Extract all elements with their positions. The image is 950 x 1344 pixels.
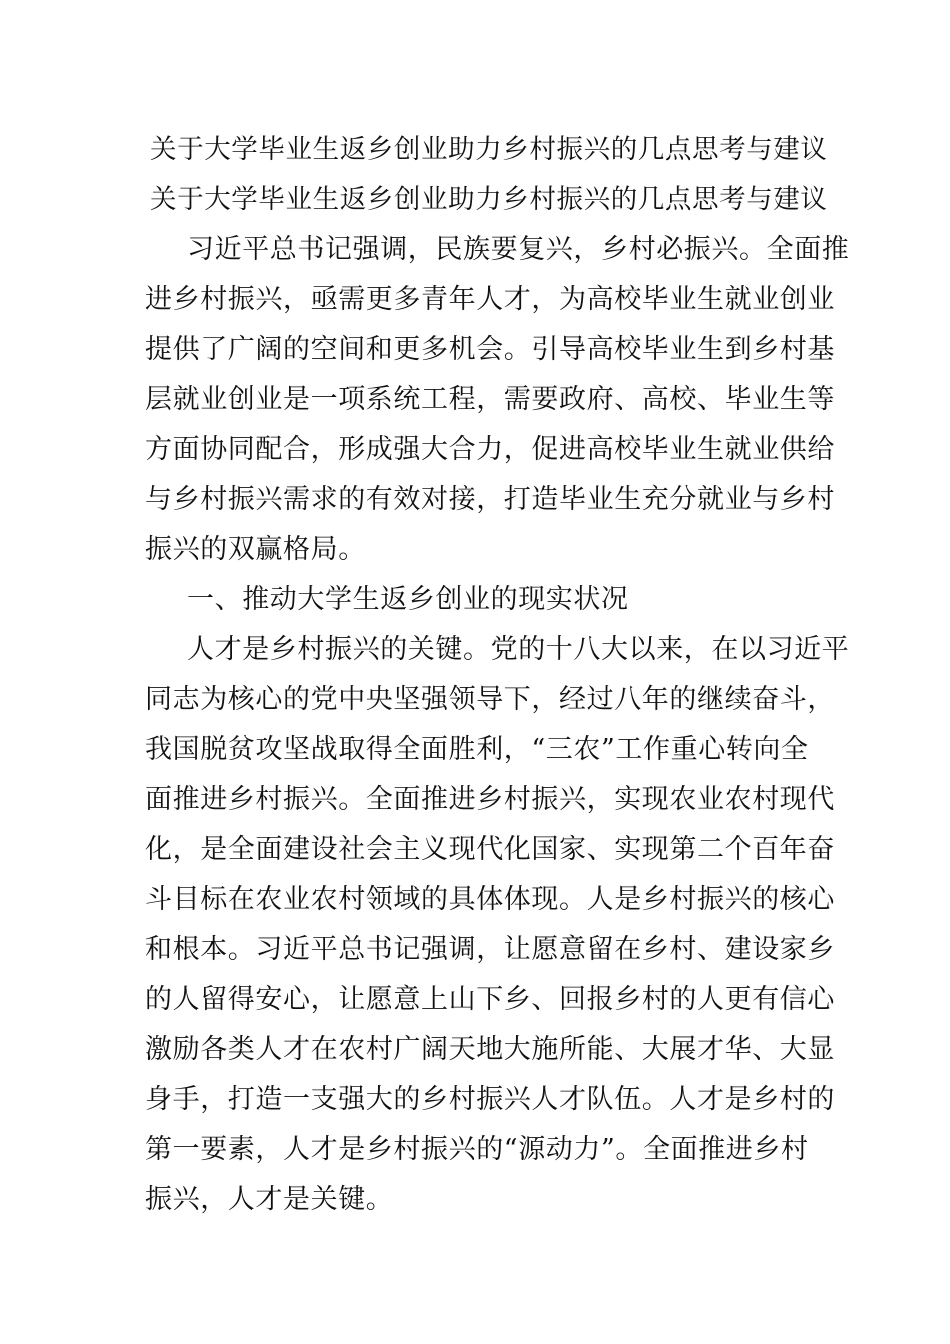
paragraph-2-line: 化，是全面建设社会主义现代化国家、实现第二个百年奋 <box>145 834 835 865</box>
paragraph-2-line: 我国脱贫攻坚战取得全面胜利，“三农”工作重心转向全 <box>145 734 809 765</box>
paragraph-1-line: 提供了广阔的空间和更多机会。引导高校毕业生到乡村基 <box>145 334 835 365</box>
paragraph-1-line: 振兴的双赢格局。 <box>145 534 366 565</box>
paragraph-2-line: 身手，打造一支强大的乡村振兴人才队伍。人才是乡村的 <box>145 1084 835 1115</box>
paragraph-2-line: 激励各类人才在农村广阔天地大施所能、大展才华、大显 <box>145 1034 835 1065</box>
paragraph-2-line: 斗目标在农业农村领域的具体体现。人是乡村振兴的核心 <box>145 884 835 915</box>
paragraph-2-line: 面推进乡村振兴。全面推进乡村振兴，实现农业农村现代 <box>145 784 835 815</box>
document-title: 关于大学毕业生返乡创业助力乡村振兴的几点思考与建议 <box>150 134 828 165</box>
paragraph-1-line: 方面协同配合，形成强大合力，促进高校毕业生就业供给 <box>145 434 835 465</box>
paragraph-2-line: 同志为核心的党中央坚强领导下，经过八年的继续奋斗， <box>145 684 835 715</box>
paragraph-1-line: 进乡村振兴，亟需更多青年人才，为高校毕业生就业创业 <box>145 284 835 315</box>
paragraph-1-line: 习近平总书记强调，民族要复兴，乡村必振兴。全面推 <box>187 234 850 265</box>
paragraph-2-line: 第一要素，人才是乡村振兴的“源动力”。全面推进乡村 <box>145 1134 809 1165</box>
paragraph-2-line: 振兴，人才是关键。 <box>145 1184 394 1215</box>
paragraph-2-line: 人才是乡村振兴的关键。党的十八大以来，在以习近平 <box>187 634 850 665</box>
section-heading: 一、推动大学生返乡创业的现实状况 <box>187 584 629 615</box>
document-title-repeat: 关于大学毕业生返乡创业助力乡村振兴的几点思考与建议 <box>150 184 828 215</box>
paragraph-1-line: 层就业创业是一项系统工程，需要政府、高校、毕业生等 <box>145 384 835 415</box>
paragraph-2-line: 和根本。习近平总书记强调，让愿意留在乡村、建设家乡 <box>145 934 835 965</box>
paragraph-2-line: 的人留得安心，让愿意上山下乡、回报乡村的人更有信心 <box>145 984 835 1015</box>
paragraph-1-line: 与乡村振兴需求的有效对接，打造毕业生充分就业与乡村 <box>145 484 835 515</box>
